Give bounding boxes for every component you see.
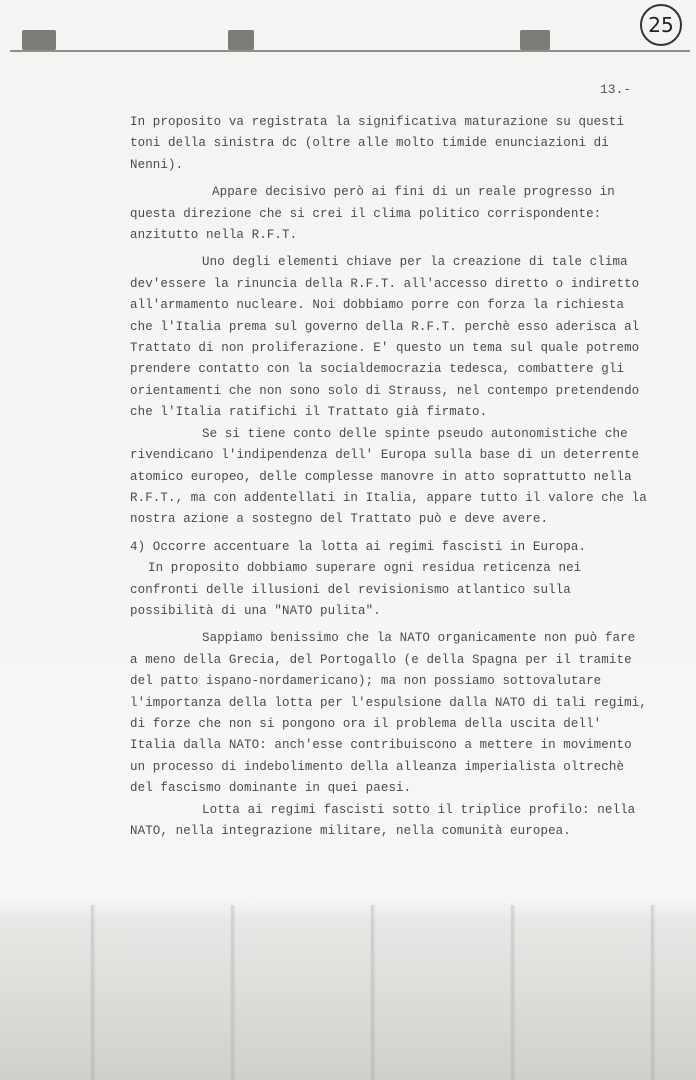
page-top-edge (10, 36, 690, 52)
handwritten-page-number: 25 (640, 4, 682, 46)
paragraph-3: Uno degli elementi chiave per la creazione di tale clima dev'essere la rinuncia della R.F.T. all'accesso diretto o indiretto all'armamento nucleare. Noi dobbiamo porre con forza la richiesta che l'Italia prema sul governo della R.F.T. perchè esso aderisca al Trattato di non proliferazione. E' questo un tema sul quale potremo prendere contatto con la socialdemocrazia tedesca, combattere gli orientamenti che non sono solo di Strauss, nel contempo pretendendo che l'Italia ratifichi il Trattato già firmato. (130, 255, 640, 420)
typed-page-number: 13.- (600, 82, 632, 97)
binder-clip-right (520, 30, 550, 50)
paragraph-6: In proposito dobbiamo superare ogni residua reticenza nei confronti delle illusioni del revisionismo atlantico sulla possibilità di una "NATO pulita". (130, 561, 582, 618)
paragraph-2: Appare decisivo però ai fini di un reale progresso in questa direzione che si crei il clima politico corrispondente: anzitutto nella R.F.T. (130, 185, 615, 243)
numbered-point-4: 4) Occorre accentuare la lotta ai regimi fascisti in Europa. (130, 539, 587, 554)
paragraph-4: Se si tiene conto delle spinte pseudo autonomistiche che rivendicano l'indipendenza dell' Europa sulla base di un deterrente atomico europeo, delle complesse manovre in atto soprattutto nella R.F.T., ma con addentellati in Italia, appare tutto il valore che la nostra azione a sostegno del Trattato può e deve avere. (130, 426, 647, 527)
scan-streaks (0, 905, 696, 1080)
binder-clip-middle (228, 30, 254, 50)
body-text (130, 112, 650, 842)
paragraph-1: In proposito va registrata la significativa maturazione su questi toni della sinistra dc (oltre alle molto timide enunciazioni di Nenni). (130, 115, 625, 172)
paragraph-8: Lotta ai regimi fascisti sotto il triplice profilo: nella NATO, nella integrazione militare, nella comunità europea. (130, 802, 636, 838)
paragraph-7: Sappiamo benissimo che la NATO organicamente non può fare a meno della Grecia, del Portogallo (e della Spagna per il tramite del patto ispano-nordamericano); ma non possiamo sottovalutare l'importanza della lotta per l'espulsione dalla NATO di tali regimi, di forze che non si pongono ora il problema della uscita dell' Italia dalla NATO: anch'esse contribuiscono a mettere in movimento un processo di indebolimento della alleanza imperialista oltrechè del fascismo dominante in quei paesi. (130, 631, 647, 796)
binder-clip-left (22, 30, 56, 50)
